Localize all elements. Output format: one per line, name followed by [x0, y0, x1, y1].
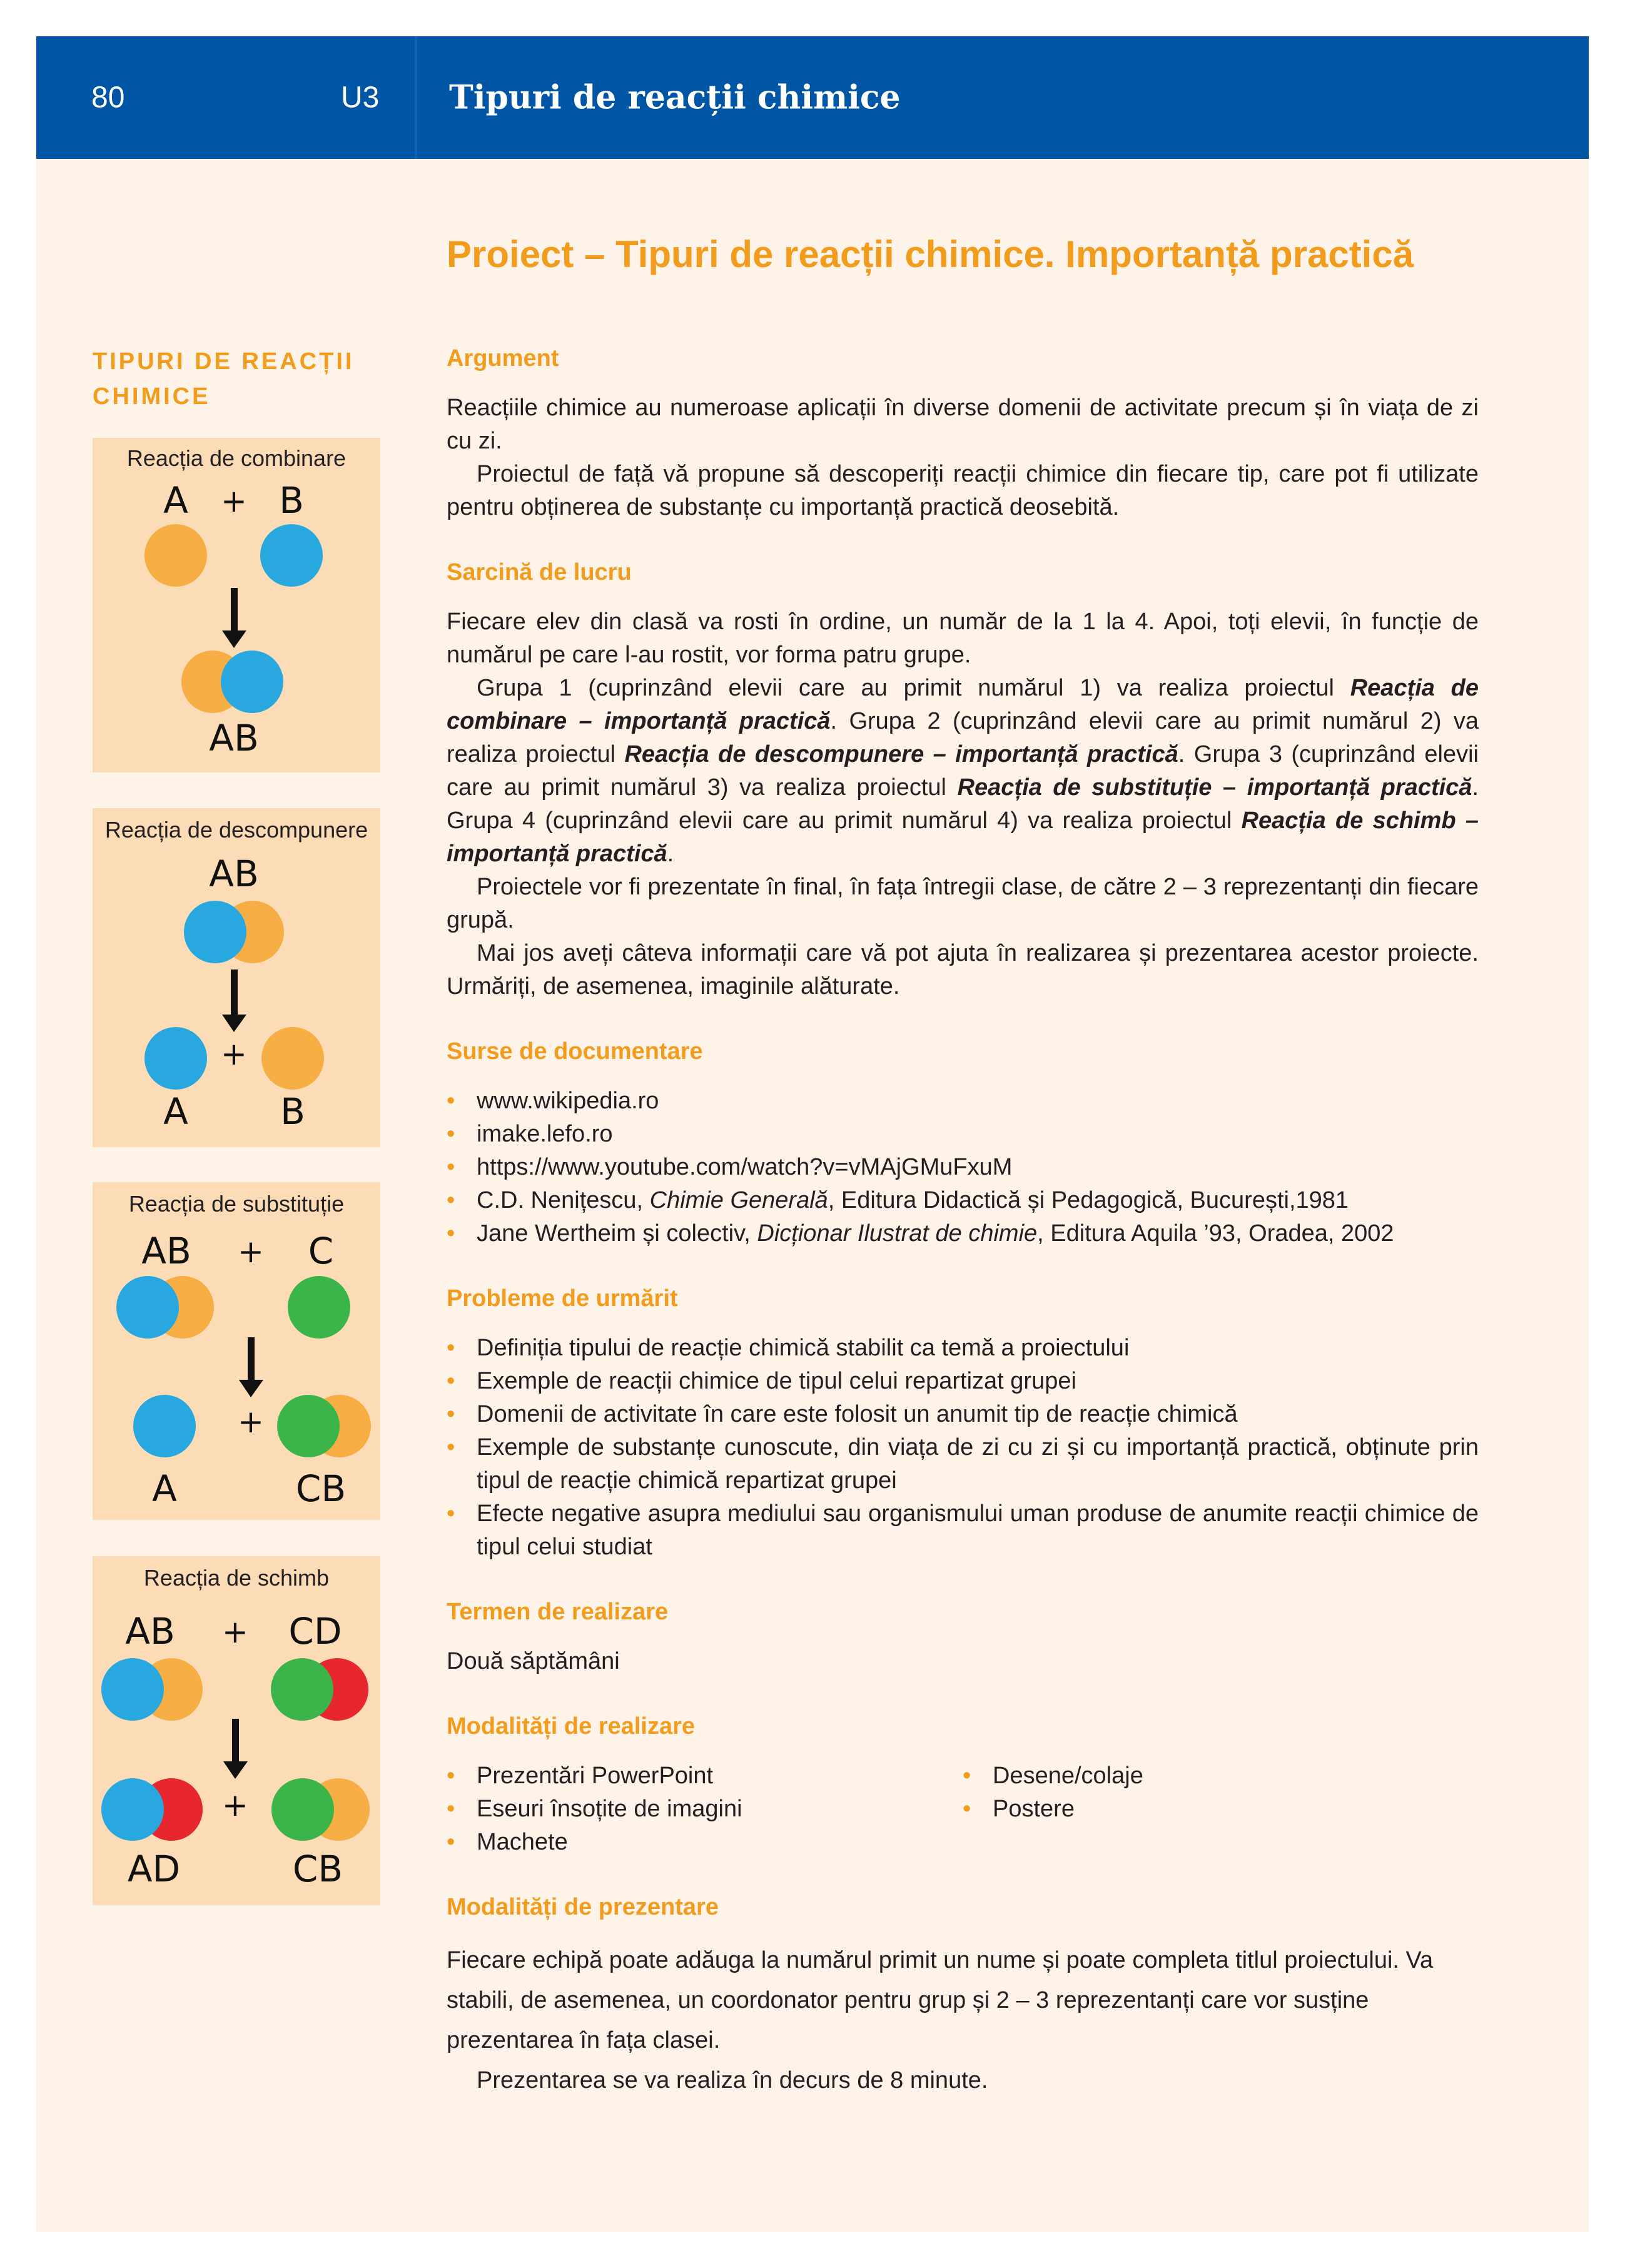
chapter-title: Tipuri de reacții chimice — [449, 78, 901, 117]
list-item: • imake.lefo.ro — [447, 1118, 1479, 1151]
decomposition-reaction-panel — [93, 808, 380, 1147]
deadline-section — [447, 1596, 1479, 1678]
paragraph: Fiecare echipă poate adăuga la numărul primit un nume și poate completa titlul proiectului. Va stabili, de asemenea, un coordonator pentru grup și 2 – 3 reprezentanți care vor susține prezentarea în fața clasei. — [447, 1947, 1434, 2053]
molecule-label-ab: AB — [125, 1610, 175, 1653]
list-item: • Definiția tipului de reacție chimică stabilit ca temă a proiectului — [447, 1332, 1479, 1365]
panel-label: Reacția de combinare — [126, 445, 347, 471]
text-run: . — [667, 841, 674, 867]
decomposition-diagram — [93, 808, 380, 1147]
combination-diagram — [93, 438, 380, 772]
list-item: • Exemple de reacții chimice de tipul celui repartizat grupei — [447, 1365, 1479, 1398]
section-heading: Modalități de realizare — [447, 1713, 696, 1739]
section-heading: Argument — [447, 345, 559, 372]
text-run: . Grupa 4 (cuprinzând elevii care au primit numărul 4) va realiza proiectul — [447, 774, 1479, 834]
atom-a-circle — [144, 1027, 207, 1090]
atom-a-circle — [101, 1778, 164, 1841]
atom-label-a: A — [163, 479, 188, 522]
arrow-down-icon — [223, 1719, 248, 1779]
molecule-label-ab: AB — [209, 853, 259, 895]
page-title: Proiect – Tipuri de reacții chimice. Importanță practică — [447, 233, 1414, 275]
panel-label: Reacția de schimb — [143, 1565, 330, 1591]
atom-a-circle — [133, 1395, 196, 1457]
list-item: • Prezentări PowerPoint — [447, 1759, 963, 1793]
text-run: , Editura Aquila ’93, Oradea, 2002 — [1037, 1220, 1394, 1247]
molecule-label-cd: CD — [288, 1610, 342, 1653]
project-name: Reacția de descompunere – importanță practică — [624, 741, 1178, 767]
plus-sign: + — [221, 483, 247, 519]
paragraph: Prezentarea se va realiza în decurs de 8 minute. — [477, 2067, 988, 2093]
exchange-diagram — [93, 1556, 380, 1905]
realization-methods-section — [447, 1711, 1479, 1859]
text-run: , Editura Didactică și Pedagogică, București,1981 — [828, 1187, 1349, 1213]
sources-list — [447, 1085, 1479, 1250]
section-heading: Surse de documentare — [447, 1038, 703, 1065]
main-content — [447, 343, 1479, 2133]
section-heading: Probleme de urmărit — [447, 1285, 678, 1312]
plus-sign: + — [238, 1233, 264, 1270]
atom-a-circle — [184, 901, 246, 963]
list-item: • Exemple de substanțe cunoscute, din viața de zi cu zi și cu importanță practică, obținute prin tipul de reacție chimică repartizat grupei — [447, 1431, 1479, 1497]
sidebar-title: TIPURI DE REACȚII CHIMICE — [93, 348, 355, 410]
arrow-down-icon — [239, 1337, 263, 1397]
issues-section — [447, 1283, 1479, 1564]
list-item: • Eseuri însoțite de imagini — [447, 1793, 963, 1826]
argument-section — [447, 343, 1479, 524]
list-item: • Postere — [963, 1793, 1479, 1826]
molecule-label-ab: AB — [141, 1230, 191, 1272]
text-run: C.D. Nenițescu, — [477, 1187, 650, 1213]
issues-list — [447, 1332, 1479, 1564]
atom-a-circle — [116, 1276, 179, 1339]
list-item: • Machete — [447, 1826, 963, 1859]
page-header — [36, 36, 1589, 159]
atom-label-a: A — [163, 1090, 188, 1133]
section-heading: Sarcină de lucru — [447, 559, 632, 585]
list-item: • https://www.youtube.com/watch?v=vMAjGMuFxuM — [447, 1151, 1479, 1184]
text-run: Grupa 1 (cuprinzând elevii care au primit numărul 1) va realiza proiectul — [477, 675, 1350, 701]
plus-sign: + — [222, 1614, 248, 1650]
arrow-down-icon — [222, 969, 246, 1032]
task-section — [447, 557, 1479, 1003]
substitution-reaction-panel — [93, 1182, 380, 1520]
panel-label: Reacția de substituție — [128, 1191, 345, 1217]
substitution-diagram — [93, 1182, 380, 1520]
text-run: . Grupa 3 (cuprinzând elevii care au primit numărul 3) va realiza proiectul — [447, 741, 1479, 801]
molecule-label-cb: CB — [295, 1467, 347, 1510]
plus-sign: + — [238, 1404, 264, 1440]
project-name: Reacția de combinare – importanță practică — [447, 675, 1479, 734]
atom-a-circle — [144, 524, 207, 587]
list-item: • Desene/colaje — [963, 1759, 1479, 1793]
atom-c-circle — [288, 1276, 350, 1339]
atom-label-b: B — [279, 479, 304, 522]
atom-c-circle — [271, 1778, 334, 1841]
panel-label: Reacția de descompunere — [104, 817, 368, 843]
arrow-down-icon — [222, 588, 246, 648]
methods-columns — [447, 1759, 1479, 1859]
atom-b-circle — [221, 651, 283, 713]
section-heading: Modalități de prezentare — [447, 1894, 719, 1920]
section-heading: Termen de realizare — [447, 1599, 669, 1625]
molecule-label-cb: CB — [292, 1848, 343, 1890]
unit-label: U3 — [341, 81, 380, 114]
list-item: • Domenii de activitate în care este folosit un anumit tip de reacție chimică — [447, 1398, 1479, 1431]
atom-label-b: B — [280, 1090, 305, 1133]
methods-list — [963, 1759, 1479, 1859]
paragraph: Reacțiile chimice au numeroase aplicații în diverse domenii de activitate precum și în viața de zi cu zi. — [447, 395, 1479, 454]
atom-b-circle — [260, 524, 323, 587]
text-run: . Grupa 2 (cuprinzând elevii care au primit numărul 2) va realiza proiectul — [447, 708, 1479, 767]
paragraph — [447, 672, 1479, 871]
list-item — [447, 1184, 1479, 1217]
project-name: Reacția de schimb – importanță practică — [447, 807, 1479, 867]
list-item: • www.wikipedia.ro — [447, 1085, 1479, 1118]
page-number: 80 — [91, 81, 125, 114]
list-item — [447, 1217, 1479, 1250]
combination-reaction-panel — [93, 438, 380, 772]
atom-c-circle — [271, 1658, 333, 1721]
molecule-label-ab: AB — [209, 717, 259, 759]
project-name: Reacția de substituție – importanță practică — [957, 774, 1472, 801]
methods-list — [447, 1759, 963, 1859]
book-title: Chimie Generală — [649, 1187, 828, 1213]
atom-b-circle — [261, 1027, 324, 1090]
atom-label-c: C — [308, 1230, 334, 1272]
atom-label-a: A — [152, 1467, 177, 1510]
text-run: Jane Wertheim și colectiv, — [477, 1220, 757, 1247]
paragraph: Proiectele vor fi prezentate în final, în fața întregii clase, de către 2 – 3 reprezentanți din fiecare grupă. — [447, 874, 1479, 933]
sources-section — [447, 1036, 1479, 1250]
exchange-reaction-panel — [93, 1556, 380, 1905]
plus-sign: + — [222, 1787, 248, 1823]
plus-sign: + — [221, 1036, 247, 1072]
paragraph: Mai jos aveți câteva informații care vă pot ajuta în realizarea și prezentarea acestor proiecte. Urmăriți, de asemenea, imaginile alăturate. — [447, 940, 1479, 1000]
header-divider — [415, 36, 417, 159]
molecule-label-ad: AD — [127, 1848, 181, 1890]
book-title: Dicționar Ilustrat de chimie — [757, 1220, 1038, 1247]
paragraph: Fiecare elev din clasă va rosti în ordine, un număr de la 1 la 4. Apoi, toți elevii, în funcție de numărul pe care l-au rostit, vor forma patru grupe. — [447, 609, 1479, 668]
atom-c-circle — [277, 1395, 340, 1457]
deadline-text: Două săptămâni — [447, 1648, 620, 1674]
paragraph: Proiectul de față vă propune să descoperiți reacții chimice din fiecare tip, care pot fi utilizate pentru obținerea de substanțe cu importanță practică deosebită. — [447, 461, 1479, 520]
atom-a-circle — [101, 1658, 164, 1721]
presentation-methods-section — [447, 1891, 1479, 2100]
list-item: • Efecte negative asupra mediului sau organismului uman produse de anumite reacții chimice de tipul celui studiat — [447, 1497, 1479, 1564]
